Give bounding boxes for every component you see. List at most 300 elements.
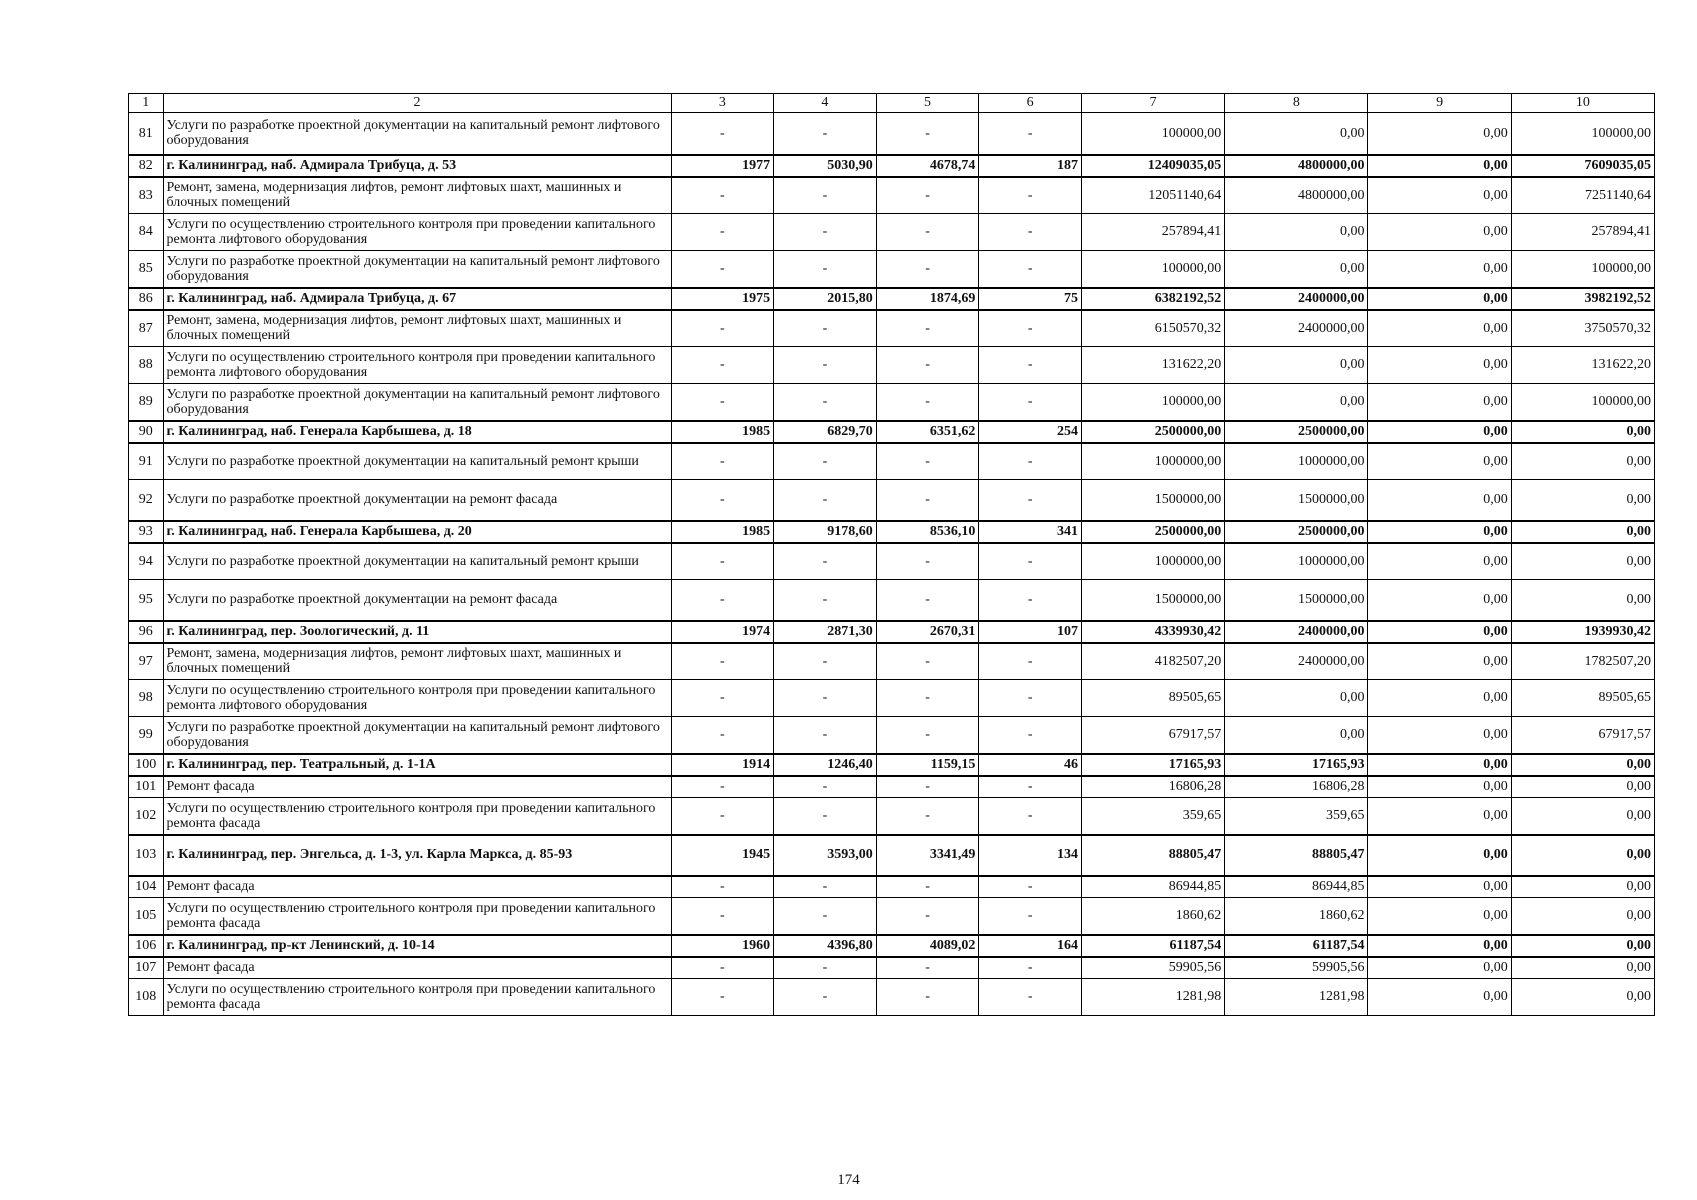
residents-cell: - — [979, 480, 1082, 521]
residents-cell: - — [979, 957, 1082, 979]
residents-cell: - — [979, 680, 1082, 717]
residents-cell: - — [979, 979, 1082, 1016]
work-description-cell: Услуги по осуществлению строительного контроля при проведении капитального ремонта лифтового оборудования — [163, 347, 671, 384]
fund-cost-cell: 1000000,00 — [1225, 543, 1368, 580]
fund-cost-cell: 4800000,00 — [1225, 155, 1368, 177]
total-area-cell: 2871,30 — [774, 621, 877, 643]
row-index-cell: 99 — [129, 717, 164, 754]
row-index-cell: 91 — [129, 443, 164, 480]
other-cost-cell: 0,00 — [1368, 214, 1511, 251]
year-built-cell: - — [671, 979, 774, 1016]
row-index-cell: 98 — [129, 680, 164, 717]
total-cost-cell: 67917,57 — [1081, 717, 1224, 754]
total-area-cell: 4396,80 — [774, 935, 877, 957]
year-built-cell: - — [671, 113, 774, 155]
column-number: 6 — [979, 94, 1082, 113]
residents-cell: - — [979, 347, 1082, 384]
owners-cost-cell: 257894,41 — [1511, 214, 1654, 251]
total-cost-cell: 2500000,00 — [1081, 521, 1224, 543]
work-description-cell: Ремонт, замена, модернизация лифтов, ремонт лифтовых шахт, машинных и блочных помещений — [163, 177, 671, 214]
year-built-cell: - — [671, 957, 774, 979]
total-area-cell: - — [774, 957, 877, 979]
living-area-cell: - — [876, 876, 979, 898]
living-area-cell: - — [876, 798, 979, 835]
row-index-cell: 108 — [129, 979, 164, 1016]
total-area-cell: 5030,90 — [774, 155, 877, 177]
owners-cost-cell: 3982192,52 — [1511, 288, 1654, 310]
work-row — [129, 251, 1655, 288]
other-cost-cell: 0,00 — [1368, 310, 1511, 347]
year-built-cell: - — [671, 876, 774, 898]
total-cost-cell: 86944,85 — [1081, 876, 1224, 898]
work-description-cell: г. Калининград, пер. Театральный, д. 1-1А — [163, 754, 671, 776]
total-cost-cell: 359,65 — [1081, 798, 1224, 835]
total-cost-cell: 100000,00 — [1081, 251, 1224, 288]
total-area-cell: 3593,00 — [774, 835, 877, 876]
year-built-cell: - — [671, 580, 774, 621]
year-built-cell: - — [671, 310, 774, 347]
row-index-cell: 95 — [129, 580, 164, 621]
living-area-cell: - — [876, 113, 979, 155]
year-built-cell: - — [671, 798, 774, 835]
work-description-cell: г. Калининград, пр-кт Ленинский, д. 10-14 — [163, 935, 671, 957]
total-cost-cell: 131622,20 — [1081, 347, 1224, 384]
total-area-cell: 2015,80 — [774, 288, 877, 310]
year-built-cell: - — [671, 776, 774, 798]
living-area-cell: - — [876, 214, 979, 251]
other-cost-cell: 0,00 — [1368, 155, 1511, 177]
living-area-cell: - — [876, 643, 979, 680]
work-row — [129, 177, 1655, 214]
total-area-cell: - — [774, 347, 877, 384]
owners-cost-cell: 131622,20 — [1511, 347, 1654, 384]
column-number: 9 — [1368, 94, 1511, 113]
address-row — [129, 421, 1655, 443]
other-cost-cell: 0,00 — [1368, 480, 1511, 521]
total-cost-cell: 1281,98 — [1081, 979, 1224, 1016]
work-row — [129, 776, 1655, 798]
row-index-cell: 96 — [129, 621, 164, 643]
other-cost-cell: 0,00 — [1368, 979, 1511, 1016]
row-index-cell: 84 — [129, 214, 164, 251]
living-area-cell: 4089,02 — [876, 935, 979, 957]
living-area-cell: - — [876, 310, 979, 347]
other-cost-cell: 0,00 — [1368, 580, 1511, 621]
fund-cost-cell: 2400000,00 — [1225, 621, 1368, 643]
residents-cell: - — [979, 543, 1082, 580]
owners-cost-cell: 0,00 — [1511, 443, 1654, 480]
row-index-cell: 97 — [129, 643, 164, 680]
total-area-cell: - — [774, 113, 877, 155]
column-number: 10 — [1511, 94, 1654, 113]
row-index-cell: 94 — [129, 543, 164, 580]
fund-cost-cell: 88805,47 — [1225, 835, 1368, 876]
owners-cost-cell: 67917,57 — [1511, 717, 1654, 754]
owners-cost-cell: 3750570,32 — [1511, 310, 1654, 347]
living-area-cell: - — [876, 580, 979, 621]
work-description-cell: Услуги по осуществлению строительного контроля при проведении капитального ремонта фасада — [163, 798, 671, 835]
row-index-cell: 83 — [129, 177, 164, 214]
living-area-cell: - — [876, 543, 979, 580]
year-built-cell: - — [671, 680, 774, 717]
total-area-cell: 1246,40 — [774, 754, 877, 776]
total-area-cell: - — [774, 876, 877, 898]
column-number: 8 — [1225, 94, 1368, 113]
owners-cost-cell: 0,00 — [1511, 421, 1654, 443]
column-number: 2 — [163, 94, 671, 113]
fund-cost-cell: 0,00 — [1225, 347, 1368, 384]
living-area-cell: 6351,62 — [876, 421, 979, 443]
owners-cost-cell: 0,00 — [1511, 835, 1654, 876]
total-area-cell: - — [774, 798, 877, 835]
owners-cost-cell: 100000,00 — [1511, 113, 1654, 155]
total-cost-cell: 88805,47 — [1081, 835, 1224, 876]
work-description-cell: Ремонт фасада — [163, 876, 671, 898]
fund-cost-cell: 17165,93 — [1225, 754, 1368, 776]
residents-cell: 254 — [979, 421, 1082, 443]
total-cost-cell: 12051140,64 — [1081, 177, 1224, 214]
total-cost-cell: 100000,00 — [1081, 384, 1224, 421]
total-cost-cell: 12409035,05 — [1081, 155, 1224, 177]
year-built-cell: 1977 — [671, 155, 774, 177]
work-description-cell: Услуги по осуществлению строительного контроля при проведении капитального ремонта фасада — [163, 898, 671, 935]
row-index-cell: 82 — [129, 155, 164, 177]
total-area-cell: - — [774, 979, 877, 1016]
other-cost-cell: 0,00 — [1368, 347, 1511, 384]
other-cost-cell: 0,00 — [1368, 621, 1511, 643]
fund-cost-cell: 1500000,00 — [1225, 580, 1368, 621]
total-cost-cell: 1500000,00 — [1081, 480, 1224, 521]
residents-cell: 341 — [979, 521, 1082, 543]
column-number: 7 — [1081, 94, 1224, 113]
fund-cost-cell: 16806,28 — [1225, 776, 1368, 798]
work-description-cell: Услуги по разработке проектной документации на ремонт фасада — [163, 580, 671, 621]
address-row — [129, 754, 1655, 776]
row-index-cell: 81 — [129, 113, 164, 155]
owners-cost-cell: 7609035,05 — [1511, 155, 1654, 177]
other-cost-cell: 0,00 — [1368, 177, 1511, 214]
living-area-cell: 1159,15 — [876, 754, 979, 776]
year-built-cell: - — [671, 443, 774, 480]
owners-cost-cell: 0,00 — [1511, 876, 1654, 898]
work-description-cell: г. Калининград, наб. Адмирала Трибуца, д. 53 — [163, 155, 671, 177]
total-cost-cell: 6382192,52 — [1081, 288, 1224, 310]
living-area-cell: - — [876, 898, 979, 935]
total-cost-cell: 4182507,20 — [1081, 643, 1224, 680]
living-area-cell: - — [876, 347, 979, 384]
work-row — [129, 384, 1655, 421]
column-number: 3 — [671, 94, 774, 113]
row-index-cell: 93 — [129, 521, 164, 543]
owners-cost-cell: 0,00 — [1511, 521, 1654, 543]
work-description-cell: Услуги по разработке проектной документации на капитальный ремонт крыши — [163, 543, 671, 580]
total-area-cell: - — [774, 177, 877, 214]
fund-cost-cell: 2500000,00 — [1225, 521, 1368, 543]
total-cost-cell: 61187,54 — [1081, 935, 1224, 957]
year-built-cell: - — [671, 717, 774, 754]
fund-cost-cell: 0,00 — [1225, 680, 1368, 717]
year-built-cell: - — [671, 643, 774, 680]
total-area-cell: - — [774, 214, 877, 251]
owners-cost-cell: 89505,65 — [1511, 680, 1654, 717]
year-built-cell: - — [671, 347, 774, 384]
fund-cost-cell: 86944,85 — [1225, 876, 1368, 898]
owners-cost-cell: 0,00 — [1511, 798, 1654, 835]
row-index-cell: 107 — [129, 957, 164, 979]
row-index-cell: 105 — [129, 898, 164, 935]
work-description-cell: г. Калининград, пер. Зоологический, д. 11 — [163, 621, 671, 643]
other-cost-cell: 0,00 — [1368, 798, 1511, 835]
other-cost-cell: 0,00 — [1368, 421, 1511, 443]
total-cost-cell: 100000,00 — [1081, 113, 1224, 155]
total-area-cell: 6829,70 — [774, 421, 877, 443]
other-cost-cell: 0,00 — [1368, 957, 1511, 979]
other-cost-cell: 0,00 — [1368, 543, 1511, 580]
fund-cost-cell: 1500000,00 — [1225, 480, 1368, 521]
year-built-cell: - — [671, 898, 774, 935]
living-area-cell: - — [876, 480, 979, 521]
total-area-cell: - — [774, 580, 877, 621]
fund-cost-cell: 1000000,00 — [1225, 443, 1368, 480]
work-description-cell: Ремонт, замена, модернизация лифтов, ремонт лифтовых шахт, машинных и блочных помещений — [163, 310, 671, 347]
work-row — [129, 643, 1655, 680]
owners-cost-cell: 1782507,20 — [1511, 643, 1654, 680]
total-area-cell: - — [774, 717, 877, 754]
row-index-cell: 101 — [129, 776, 164, 798]
total-area-cell: - — [774, 251, 877, 288]
work-description-cell: Услуги по разработке проектной документации на капитальный ремонт крыши — [163, 443, 671, 480]
owners-cost-cell: 100000,00 — [1511, 251, 1654, 288]
total-area-cell: - — [774, 443, 877, 480]
work-description-cell: г. Калининград, наб. Генерала Карбышева, д. 20 — [163, 521, 671, 543]
address-row — [129, 521, 1655, 543]
living-area-cell: 3341,49 — [876, 835, 979, 876]
column-number: 5 — [876, 94, 979, 113]
residents-cell: 46 — [979, 754, 1082, 776]
owners-cost-cell: 0,00 — [1511, 979, 1654, 1016]
living-area-cell: - — [876, 251, 979, 288]
row-index-cell: 100 — [129, 754, 164, 776]
work-row — [129, 347, 1655, 384]
row-index-cell: 85 — [129, 251, 164, 288]
column-number: 1 — [129, 94, 164, 113]
total-cost-cell: 1000000,00 — [1081, 443, 1224, 480]
living-area-cell: 8536,10 — [876, 521, 979, 543]
year-built-cell: 1914 — [671, 754, 774, 776]
year-built-cell: - — [671, 384, 774, 421]
work-row — [129, 680, 1655, 717]
work-description-cell: Услуги по разработке проектной документации на капитальный ремонт лифтового оборудования — [163, 384, 671, 421]
work-row — [129, 214, 1655, 251]
fund-cost-cell: 59905,56 — [1225, 957, 1368, 979]
work-row — [129, 957, 1655, 979]
work-row — [129, 543, 1655, 580]
work-row — [129, 717, 1655, 754]
fund-cost-cell: 1281,98 — [1225, 979, 1368, 1016]
other-cost-cell: 0,00 — [1368, 113, 1511, 155]
work-row — [129, 443, 1655, 480]
year-built-cell: - — [671, 480, 774, 521]
residents-cell: 75 — [979, 288, 1082, 310]
row-index-cell: 92 — [129, 480, 164, 521]
fund-cost-cell: 0,00 — [1225, 717, 1368, 754]
total-area-cell: - — [774, 384, 877, 421]
year-built-cell: - — [671, 177, 774, 214]
total-cost-cell: 257894,41 — [1081, 214, 1224, 251]
total-cost-cell: 16806,28 — [1081, 776, 1224, 798]
residents-cell: - — [979, 776, 1082, 798]
fund-cost-cell: 2400000,00 — [1225, 643, 1368, 680]
living-area-cell: 4678,74 — [876, 155, 979, 177]
repair-program-table — [128, 93, 1655, 1016]
year-built-cell: 1975 — [671, 288, 774, 310]
total-cost-cell: 1500000,00 — [1081, 580, 1224, 621]
other-cost-cell: 0,00 — [1368, 251, 1511, 288]
work-description-cell: Услуги по разработке проектной документации на капитальный ремонт лифтового оборудования — [163, 251, 671, 288]
owners-cost-cell: 0,00 — [1511, 543, 1654, 580]
owners-cost-cell: 100000,00 — [1511, 384, 1654, 421]
total-cost-cell: 1000000,00 — [1081, 543, 1224, 580]
column-number-row — [129, 94, 1655, 113]
residents-cell: - — [979, 177, 1082, 214]
total-area-cell: - — [774, 643, 877, 680]
residents-cell: 187 — [979, 155, 1082, 177]
other-cost-cell: 0,00 — [1368, 776, 1511, 798]
residents-cell: - — [979, 310, 1082, 347]
address-row — [129, 288, 1655, 310]
work-description-cell: Услуги по разработке проектной документации на ремонт фасада — [163, 480, 671, 521]
residents-cell: - — [979, 443, 1082, 480]
fund-cost-cell: 0,00 — [1225, 384, 1368, 421]
page-number: 174 — [837, 1172, 860, 1188]
other-cost-cell: 0,00 — [1368, 935, 1511, 957]
total-area-cell: - — [774, 310, 877, 347]
fund-cost-cell: 359,65 — [1225, 798, 1368, 835]
residents-cell: 107 — [979, 621, 1082, 643]
fund-cost-cell: 2400000,00 — [1225, 310, 1368, 347]
work-row — [129, 898, 1655, 935]
year-built-cell: - — [671, 543, 774, 580]
other-cost-cell: 0,00 — [1368, 876, 1511, 898]
total-area-cell: - — [774, 776, 877, 798]
owners-cost-cell: 0,00 — [1511, 776, 1654, 798]
living-area-cell: - — [876, 680, 979, 717]
work-description-cell: Услуги по разработке проектной документации на капитальный ремонт лифтового оборудования — [163, 113, 671, 155]
work-row — [129, 480, 1655, 521]
other-cost-cell: 0,00 — [1368, 384, 1511, 421]
row-index-cell: 88 — [129, 347, 164, 384]
fund-cost-cell: 2400000,00 — [1225, 288, 1368, 310]
column-number: 4 — [774, 94, 877, 113]
residents-cell: - — [979, 898, 1082, 935]
work-row — [129, 580, 1655, 621]
owners-cost-cell: 0,00 — [1511, 480, 1654, 521]
total-area-cell: - — [774, 898, 877, 935]
other-cost-cell: 0,00 — [1368, 521, 1511, 543]
work-description-cell: г. Калининград, наб. Адмирала Трибуца, д. 67 — [163, 288, 671, 310]
residents-cell: - — [979, 384, 1082, 421]
residents-cell: - — [979, 643, 1082, 680]
work-description-cell: Ремонт, замена, модернизация лифтов, ремонт лифтовых шахт, машинных и блочных помещений — [163, 643, 671, 680]
fund-cost-cell: 1860,62 — [1225, 898, 1368, 935]
row-index-cell: 103 — [129, 835, 164, 876]
work-description-cell: Ремонт фасада — [163, 776, 671, 798]
residents-cell: 164 — [979, 935, 1082, 957]
owners-cost-cell: 0,00 — [1511, 580, 1654, 621]
total-area-cell: - — [774, 543, 877, 580]
work-description-cell: г. Калининград, наб. Генерала Карбышева, д. 18 — [163, 421, 671, 443]
work-description-cell: Услуги по осуществлению строительного контроля при проведении капитального ремонта лифтового оборудования — [163, 214, 671, 251]
residents-cell: 134 — [979, 835, 1082, 876]
owners-cost-cell: 1939930,42 — [1511, 621, 1654, 643]
living-area-cell: - — [876, 177, 979, 214]
other-cost-cell: 0,00 — [1368, 754, 1511, 776]
other-cost-cell: 0,00 — [1368, 443, 1511, 480]
address-row — [129, 935, 1655, 957]
year-built-cell: 1985 — [671, 421, 774, 443]
row-index-cell: 104 — [129, 876, 164, 898]
fund-cost-cell: 2500000,00 — [1225, 421, 1368, 443]
year-built-cell: 1960 — [671, 935, 774, 957]
work-row — [129, 113, 1655, 155]
row-index-cell: 106 — [129, 935, 164, 957]
total-cost-cell: 59905,56 — [1081, 957, 1224, 979]
residents-cell: - — [979, 113, 1082, 155]
year-built-cell: 1974 — [671, 621, 774, 643]
work-description-cell: Услуги по разработке проектной документации на капитальный ремонт лифтового оборудования — [163, 717, 671, 754]
living-area-cell: 1874,69 — [876, 288, 979, 310]
work-description-cell: Ремонт фасада — [163, 957, 671, 979]
row-index-cell: 102 — [129, 798, 164, 835]
work-description-cell: Услуги по осуществлению строительного контроля при проведении капитального ремонта фасада — [163, 979, 671, 1016]
row-index-cell: 87 — [129, 310, 164, 347]
residents-cell: - — [979, 580, 1082, 621]
year-built-cell: - — [671, 214, 774, 251]
year-built-cell: 1985 — [671, 521, 774, 543]
row-index-cell: 89 — [129, 384, 164, 421]
total-cost-cell: 1860,62 — [1081, 898, 1224, 935]
other-cost-cell: 0,00 — [1368, 717, 1511, 754]
residents-cell: - — [979, 214, 1082, 251]
owners-cost-cell: 0,00 — [1511, 935, 1654, 957]
work-description-cell: г. Калининград, пер. Энгельса, д. 1-3, ул. Карла Маркса, д. 85-93 — [163, 835, 671, 876]
living-area-cell: - — [876, 776, 979, 798]
row-index-cell: 86 — [129, 288, 164, 310]
work-row — [129, 876, 1655, 898]
other-cost-cell: 0,00 — [1368, 898, 1511, 935]
living-area-cell: - — [876, 979, 979, 1016]
owners-cost-cell: 0,00 — [1511, 957, 1654, 979]
owners-cost-cell: 0,00 — [1511, 898, 1654, 935]
residents-cell: - — [979, 876, 1082, 898]
residents-cell: - — [979, 717, 1082, 754]
residents-cell: - — [979, 251, 1082, 288]
residents-cell: - — [979, 798, 1082, 835]
other-cost-cell: 0,00 — [1368, 680, 1511, 717]
total-cost-cell: 17165,93 — [1081, 754, 1224, 776]
owners-cost-cell: 0,00 — [1511, 754, 1654, 776]
fund-cost-cell: 0,00 — [1225, 251, 1368, 288]
row-index-cell: 90 — [129, 421, 164, 443]
fund-cost-cell: 0,00 — [1225, 214, 1368, 251]
total-cost-cell: 4339930,42 — [1081, 621, 1224, 643]
work-row — [129, 798, 1655, 835]
living-area-cell: - — [876, 957, 979, 979]
work-row — [129, 310, 1655, 347]
living-area-cell: - — [876, 384, 979, 421]
fund-cost-cell: 0,00 — [1225, 113, 1368, 155]
other-cost-cell: 0,00 — [1368, 643, 1511, 680]
